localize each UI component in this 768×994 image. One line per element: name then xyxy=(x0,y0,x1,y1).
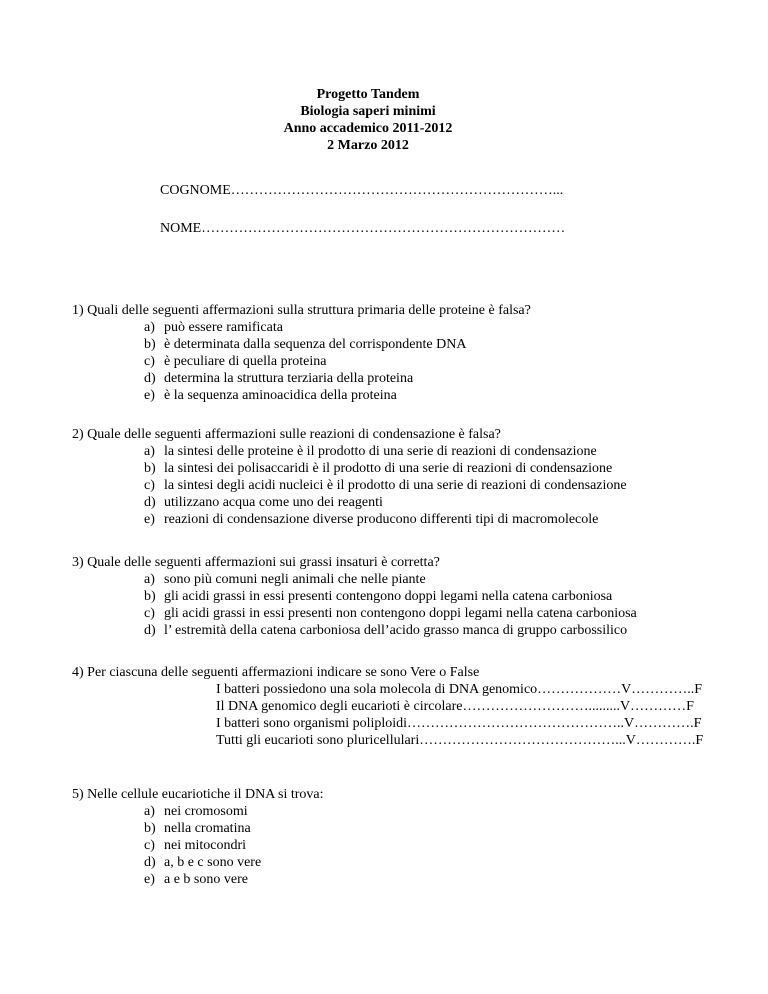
option-text: è determinata dalla sequenza del corrispondente DNA xyxy=(164,337,467,352)
question-2 xyxy=(72,426,627,528)
option-letter: c) xyxy=(144,606,155,621)
question-1-option-e xyxy=(144,387,531,404)
header-project-title: Progetto Tandem xyxy=(316,87,420,102)
option-text: a, b e c sono vere xyxy=(164,855,262,870)
question-2-title: 2) Quale delle seguenti affermazioni sulle reazioni di condensazione è falsa? xyxy=(72,427,501,442)
option-letter: a) xyxy=(144,444,155,459)
question-2-option-b xyxy=(144,460,627,477)
question-1-option-c xyxy=(144,353,531,370)
option-letter: b) xyxy=(144,337,156,352)
question-1-option-b xyxy=(144,336,531,353)
option-text: può essere ramificata xyxy=(164,320,283,335)
question-2-option-a xyxy=(144,443,627,460)
option-text: reazioni di condensazione diverse producono differenti tipi di macromolecole xyxy=(164,512,599,527)
question-2-option-e xyxy=(144,511,627,528)
option-text: a e b sono vere xyxy=(164,872,248,887)
option-letter: d) xyxy=(144,855,156,870)
option-text: gli acidi grassi in essi presenti contengono doppi legami nella catena carboniosa xyxy=(164,589,613,604)
question-3-option-c xyxy=(144,605,637,622)
option-letter: a) xyxy=(144,804,155,819)
option-letter: b) xyxy=(144,461,156,476)
question-4-statement-1: I batteri possiedono una sola molecola di DNA genomico………………V…………..F xyxy=(216,682,703,697)
question-5-option-e xyxy=(144,871,324,888)
option-letter: c) xyxy=(144,478,155,493)
question-5 xyxy=(72,786,324,888)
question-1 xyxy=(72,302,531,404)
option-text: determina la struttura terziaria della proteina xyxy=(164,371,414,386)
question-5-option-d xyxy=(144,854,324,871)
option-letter: b) xyxy=(144,821,156,836)
option-letter: c) xyxy=(144,838,155,853)
option-text: nei mitocondri xyxy=(164,838,247,853)
option-text: l’ estremità della catena carboniosa dell’acido grasso manca di gruppo carbossilico xyxy=(164,623,628,638)
option-letter: d) xyxy=(144,371,156,386)
question-1-option-d xyxy=(144,370,531,387)
option-letter: d) xyxy=(144,495,156,510)
question-4-title: 4) Per ciascuna delle seguenti affermazioni indicare se sono Vere o False xyxy=(72,665,480,680)
question-3-option-d xyxy=(144,622,637,639)
option-text: la sintesi degli acidi nucleici è il prodotto di una serie di reazioni di condensazione xyxy=(164,478,627,493)
option-letter: e) xyxy=(144,872,155,887)
question-4-statement-3: I batteri sono organismi poliploidi………………………………………..V………….F xyxy=(216,716,702,731)
option-text: sono più comuni negli animali che nelle piante xyxy=(164,572,426,587)
document-header xyxy=(0,86,736,154)
nome-field: NOME…………………………………………………………………… xyxy=(160,221,566,236)
option-text: la sintesi dei polisaccaridi è il prodotto di una serie di reazioni di condensazione xyxy=(164,461,613,476)
option-text: nella cromatina xyxy=(164,821,251,836)
question-2-option-c xyxy=(144,477,627,494)
option-text: nei cromosomi xyxy=(164,804,248,819)
option-letter: d) xyxy=(144,623,156,638)
option-letter: e) xyxy=(144,388,155,403)
option-letter: c) xyxy=(144,354,155,369)
header-subject: Biologia saperi minimi xyxy=(300,104,436,119)
option-letter: a) xyxy=(144,572,155,587)
option-text: è la sequenza aminoacidica della proteina xyxy=(164,388,397,403)
cognome-field: COGNOME……………………………………………………………... xyxy=(160,183,564,198)
question-5-title: 5) Nelle cellule eucariotiche il DNA si trova: xyxy=(72,787,324,802)
question-4 xyxy=(72,664,703,749)
header-academic-year: Anno accademico 2011-2012 xyxy=(283,121,453,136)
question-1-title: 1) Quali delle seguenti affermazioni sulla struttura primaria delle proteine è falsa? xyxy=(72,303,531,318)
question-4-statement-2: Il DNA genomico degli eucarioti è circolare……………………….........V…………F xyxy=(216,699,694,714)
option-text: è peculiare di quella proteina xyxy=(164,354,327,369)
option-text: gli acidi grassi in essi presenti non contengono doppi legami nella catena carboniosa xyxy=(164,606,637,621)
question-4-statement-4: Tutti gli eucarioti sono pluricellulari……………………………………...V………….F xyxy=(216,733,704,748)
question-2-option-d xyxy=(144,494,627,511)
question-3-title: 3) Quale delle seguenti affermazioni sui grassi insaturi è corretta? xyxy=(72,555,440,570)
question-3 xyxy=(72,554,637,639)
question-3-option-b xyxy=(144,588,637,605)
question-5-option-a xyxy=(144,803,324,820)
option-letter: a) xyxy=(144,320,155,335)
option-text: utilizzano acqua come uno dei reagenti xyxy=(164,495,383,510)
option-letter: b) xyxy=(144,589,156,604)
question-3-option-a xyxy=(144,571,637,588)
question-5-option-b xyxy=(144,820,324,837)
option-text: la sintesi delle proteine è il prodotto di una serie di reazioni di condensazione xyxy=(164,444,597,459)
question-5-option-c xyxy=(144,837,324,854)
question-1-option-a xyxy=(144,319,531,336)
header-date: 2 Marzo 2012 xyxy=(327,138,409,153)
option-letter: e) xyxy=(144,512,155,527)
